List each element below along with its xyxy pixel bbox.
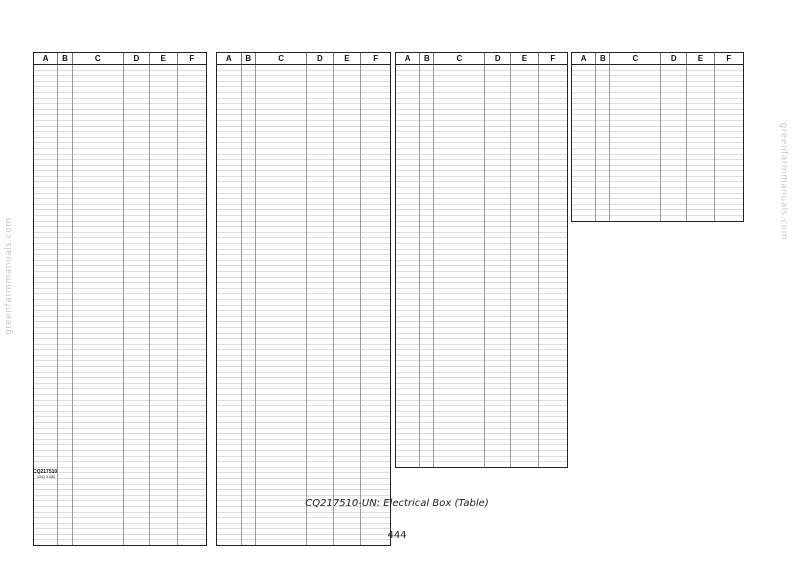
table-row: [572, 216, 743, 221]
table-cell: [661, 216, 687, 221]
table-cell: [511, 462, 539, 467]
table-cell: [396, 462, 420, 467]
page-number: 444: [387, 530, 407, 541]
wiring-table-panel-2: [216, 52, 391, 546]
table-cell: [610, 216, 661, 221]
table-cell: [420, 462, 434, 467]
wiring-table-2: [217, 53, 390, 545]
column-header-c: C: [610, 53, 661, 65]
column-header-e: E: [149, 53, 177, 65]
column-header-a: A: [217, 53, 241, 65]
column-header-b: B: [58, 53, 72, 65]
column-header-f: F: [177, 53, 206, 65]
table-row: [396, 462, 567, 467]
wiring-table-4: [572, 53, 743, 221]
column-header-d: D: [307, 53, 333, 65]
column-header-b: B: [241, 53, 255, 65]
table-cell: [434, 462, 485, 467]
column-header-e: E: [333, 53, 361, 65]
wiring-table-panel-3: [395, 52, 568, 468]
table-cell: [572, 216, 596, 221]
wiring-table-3: [396, 53, 567, 467]
watermark-left: greenfarmmanuals.com: [4, 217, 14, 335]
table-cell: [485, 462, 511, 467]
column-header-d: D: [485, 53, 511, 65]
column-header-a: A: [572, 53, 596, 65]
wiring-table-panel-1: [33, 52, 207, 546]
column-header-d: D: [661, 53, 687, 65]
wiring-table-1: [34, 53, 206, 545]
part-number: CQ217510: [33, 469, 58, 475]
wiring-table-panel-4: [571, 52, 744, 222]
table-cell: [714, 216, 743, 221]
column-header-c: C: [72, 53, 123, 65]
part-sub-number: 1041 X 082: [37, 475, 56, 479]
column-header-f: F: [714, 53, 743, 65]
column-header-f: F: [538, 53, 567, 65]
table-cell: [687, 216, 715, 221]
table-cell: [596, 216, 610, 221]
column-header-a: A: [34, 53, 58, 65]
column-header-c: C: [255, 53, 306, 65]
column-header-d: D: [123, 53, 149, 65]
column-header-e: E: [511, 53, 539, 65]
figure-caption: CQ217510-UN: Electrical Box (Table): [305, 498, 489, 509]
column-header-e: E: [687, 53, 715, 65]
column-header-c: C: [434, 53, 485, 65]
column-header-b: B: [420, 53, 434, 65]
part-number-label: [33, 469, 57, 479]
table-cell: [538, 462, 567, 467]
column-header-f: F: [361, 53, 390, 65]
column-header-b: B: [596, 53, 610, 65]
column-header-a: A: [396, 53, 420, 65]
watermark-right: greenfarmmanuals.com: [778, 122, 788, 240]
